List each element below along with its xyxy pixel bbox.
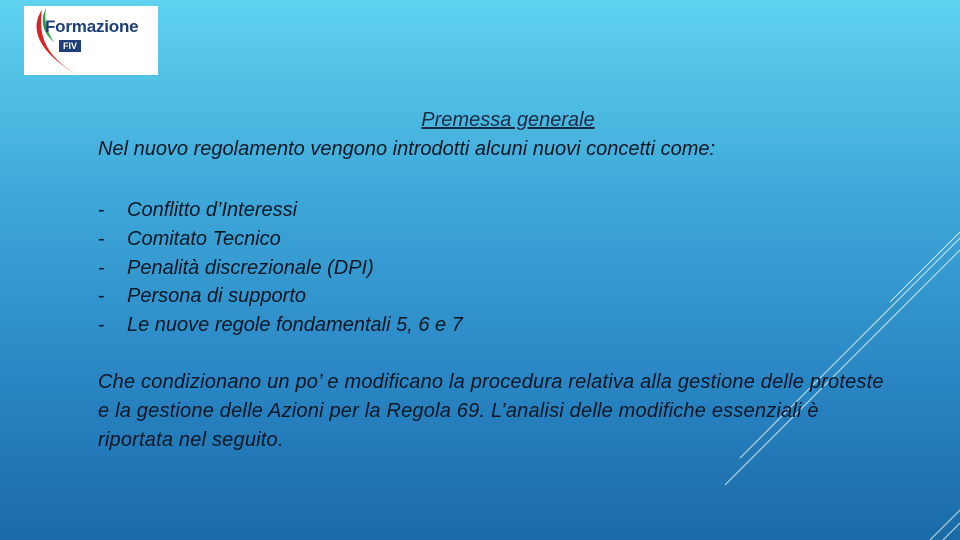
logo-wordmark: Formazione	[45, 17, 139, 36]
list-item-text: Penalità discrezionale (DPI)	[127, 256, 374, 279]
list-item-text: Conflitto d’Interessi	[127, 199, 298, 221]
bullet-dash: -	[98, 227, 105, 250]
slide-title: Premessa generale	[421, 109, 595, 131]
list-item-text: Le nuove regole fondamentali 5, 6 e 7	[127, 314, 463, 337]
bullet-dash: -	[98, 285, 105, 308]
list-item	[98, 254, 463, 283]
list-item	[98, 196, 463, 225]
list-item	[98, 225, 463, 254]
bullet-dash: -	[98, 199, 105, 221]
list-item-text: Comitato Tecnico	[127, 227, 281, 250]
logo-badge: FIV	[59, 40, 81, 52]
bullet-dash: -	[98, 314, 105, 337]
list-item	[98, 311, 463, 340]
closing-paragraph: Che condizionano un po’ e modificano la procedura relativa alla gestione delle proteste e la gestione delle Azioni per la Regola 69. L’analisi delle modifiche essenziali è riportata nel seguito.	[98, 371, 884, 451]
list-item	[98, 282, 463, 311]
intro-text: Nel nuovo regolamento vengono introdotti alcuni nuovi concetti come:	[98, 138, 716, 160]
bullet-dash: -	[98, 256, 105, 279]
concept-list	[98, 196, 463, 340]
formazione-fiv-logo	[24, 6, 158, 75]
list-item-text: Persona di supporto	[127, 285, 307, 308]
